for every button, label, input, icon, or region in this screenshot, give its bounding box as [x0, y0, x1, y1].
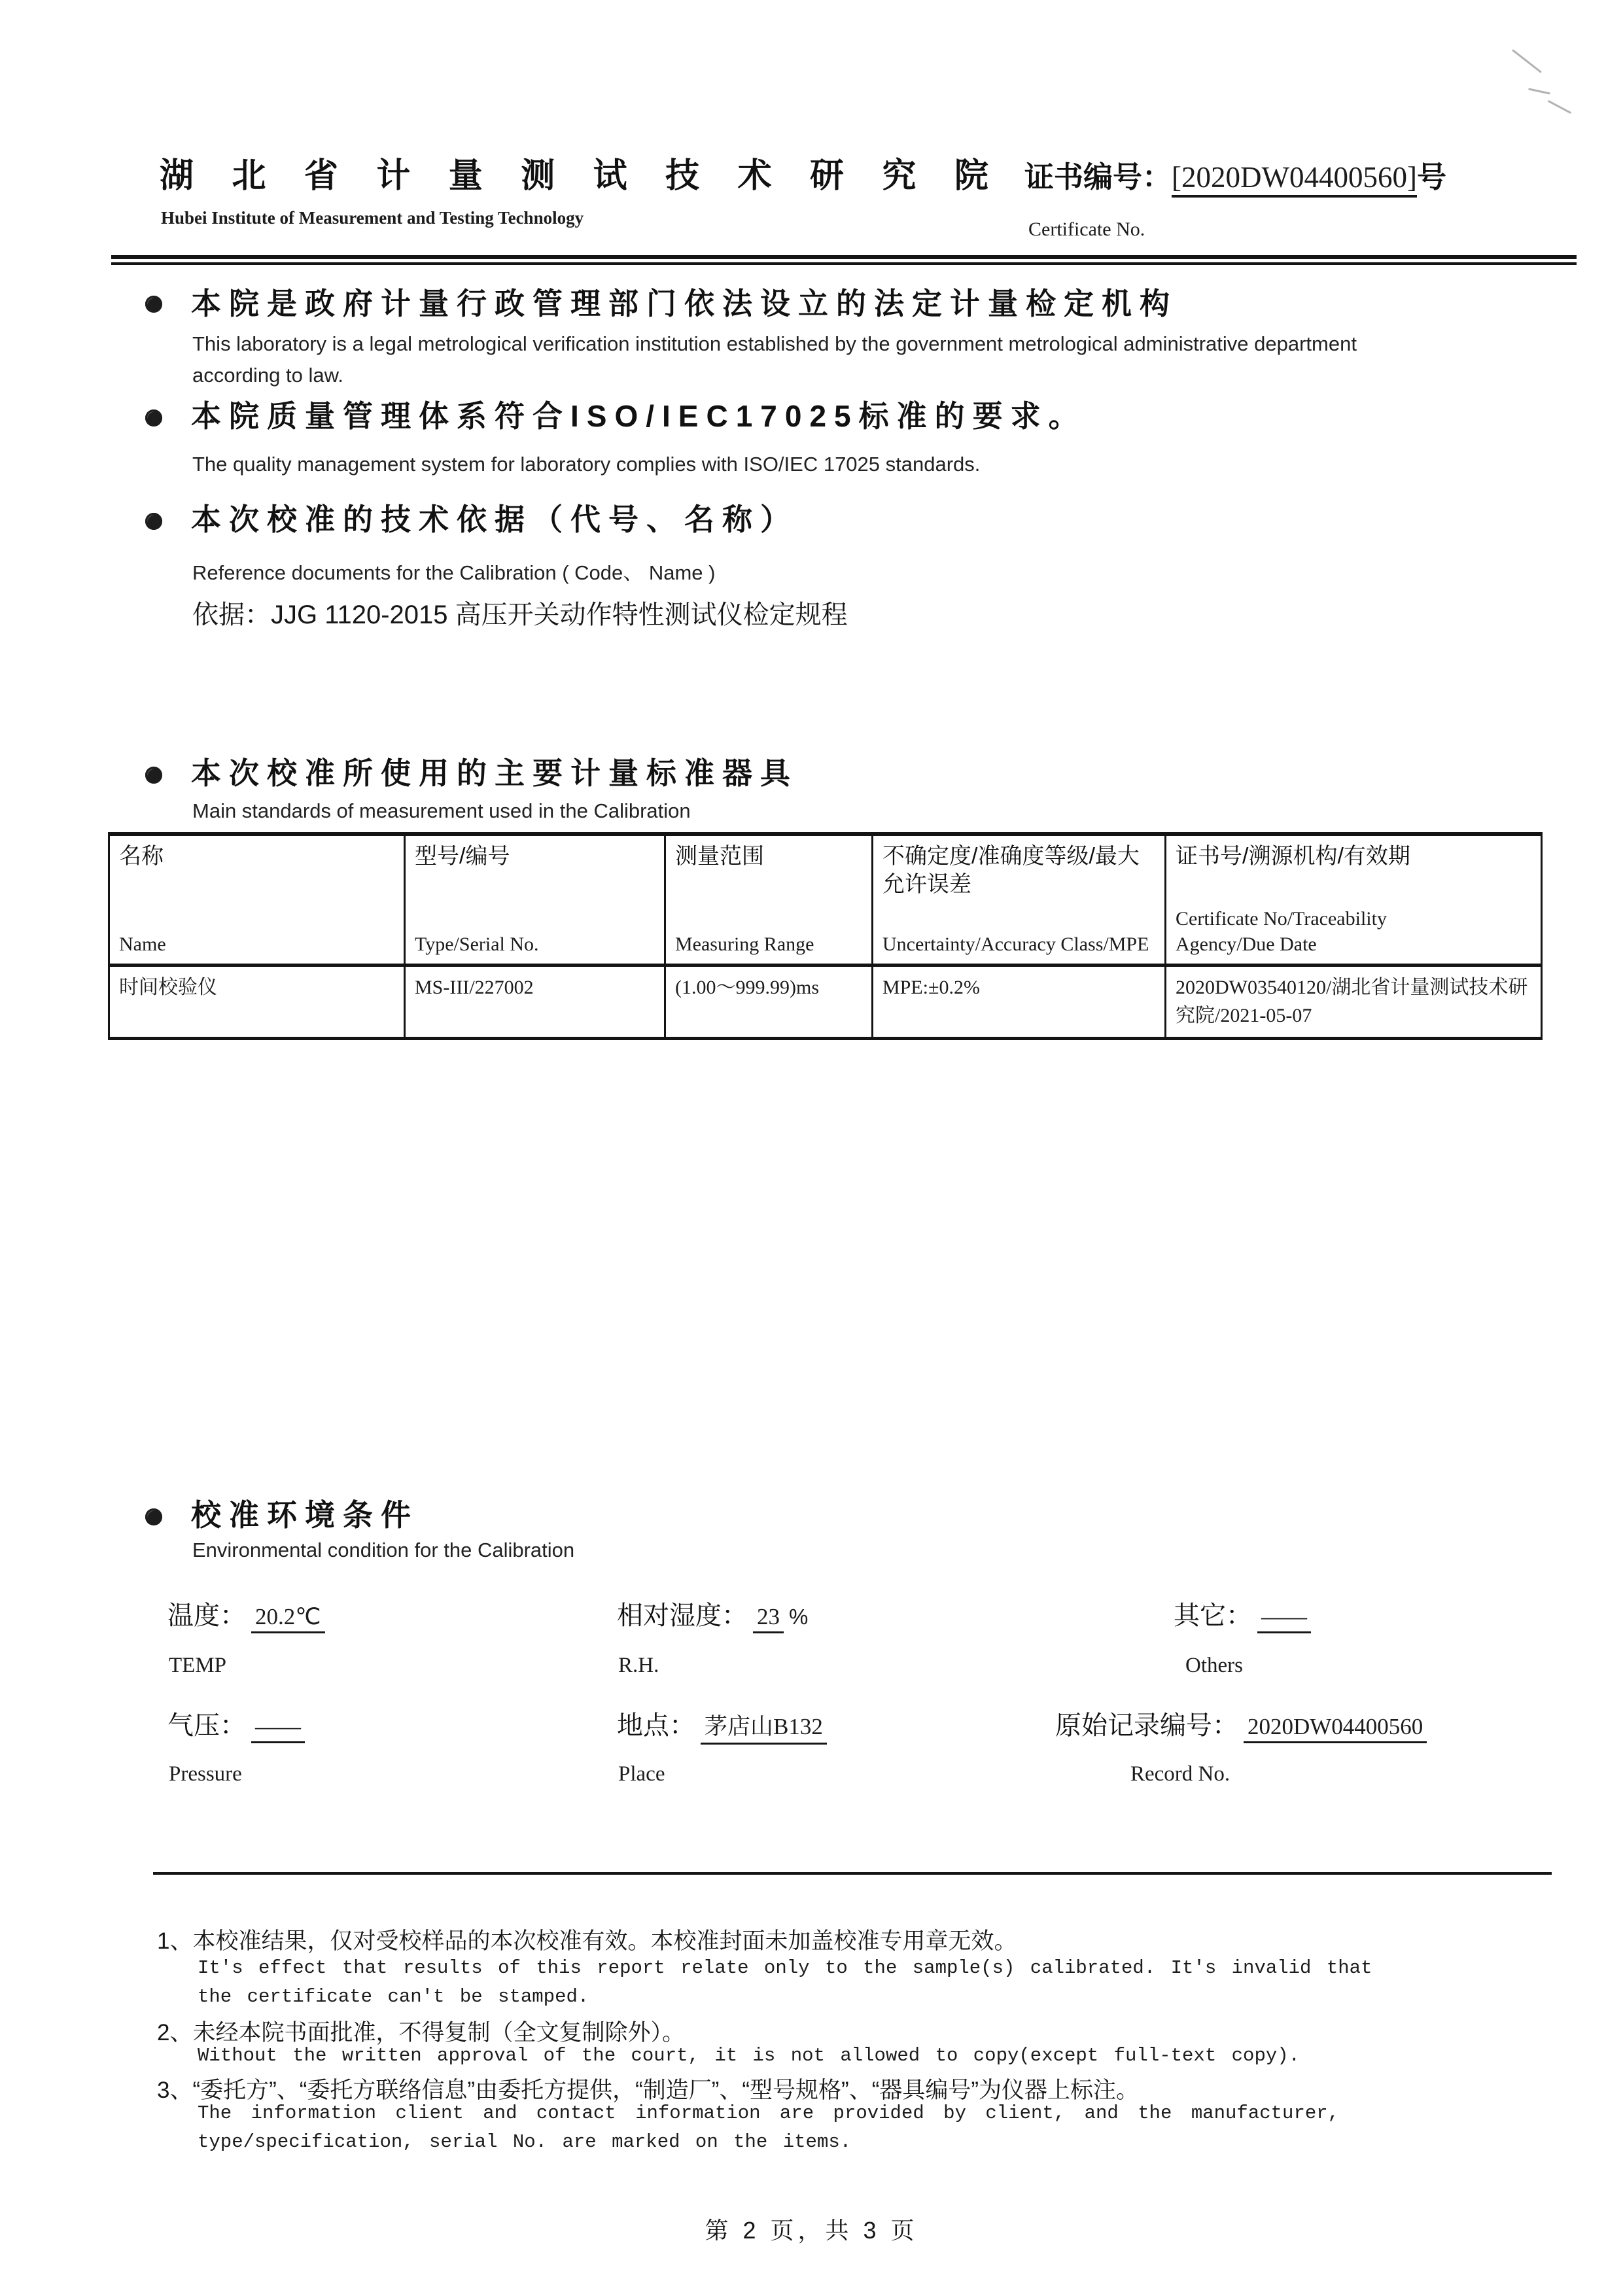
env-humidity-label: 相对湿度： — [617, 1601, 748, 1630]
table-header-type — [405, 834, 665, 965]
cell-mpe: MPE:±0.2% — [873, 965, 1166, 1038]
env-pressure — [167, 1705, 305, 1743]
env-place-value: 茅店山B132 — [701, 1709, 827, 1745]
pen-mark-icon — [1528, 88, 1550, 94]
certificate-number — [1024, 153, 1446, 196]
header-range-en: Measuring Range — [675, 933, 814, 955]
note-2-zh: 2、未经本院书面批准，不得复制（全文复制除外）。 — [157, 2020, 685, 2045]
table-header-mpe — [873, 834, 1166, 965]
env-pressure-label: 气压： — [167, 1711, 246, 1740]
pen-mark-icon — [1548, 100, 1572, 114]
section-environment-title: 校准环境条件 — [191, 1498, 419, 1532]
note-3-en-line2: type/specification, serial No. are marked on the items. — [198, 2131, 852, 2153]
header-divider — [111, 255, 1577, 265]
bullet-icon — [145, 409, 162, 426]
env-place-caption: Place — [618, 1762, 665, 1786]
env-place — [617, 1705, 827, 1745]
header-mpe-en: Uncertainty/Accuracy Class/MPE — [882, 933, 1149, 955]
section-quality-title: 本院质量管理体系符合ISO/IEC17025标准的要求。 — [191, 399, 1087, 433]
certificate-number-label: 证书编号： — [1024, 160, 1172, 194]
env-pressure-value: —— — [251, 1714, 305, 1743]
org-title: 湖 北 省 计 量 测 试 技 术 研 究 院 — [160, 157, 1003, 195]
section-legal-subtitle-line1: This laboratory is a legal metrological verification institution established by the government metrological administrative department — [192, 332, 1357, 355]
table-header-range — [665, 834, 873, 965]
header-cert-en: Certificate No/Traceability Agency/Due Date — [1176, 907, 1387, 955]
table-header-row — [109, 834, 1542, 965]
certificate-number-value: [2020DW04400560] — [1172, 161, 1417, 198]
env-humidity-caption: R.H. — [618, 1654, 659, 1677]
section-reference-title: 本次校准的技术依据（代号、名称） — [191, 502, 798, 536]
section-standards-subtitle: Main standards of measurement used in the Calibration — [192, 799, 691, 822]
header-type-zh: 型号/编号 — [415, 844, 510, 869]
certificate-number-caption: Certificate No. — [1028, 218, 1145, 240]
env-others-caption: Others — [1185, 1654, 1243, 1677]
note-1-en-line2: the certificate can't be stamped. — [198, 1986, 589, 2008]
env-temperature-value: 20.2℃ — [251, 1604, 325, 1633]
header-name-en: Name — [119, 933, 166, 955]
standards-table — [108, 832, 1543, 1040]
page-number: 第 2 页，共 3 页 — [705, 2217, 918, 2244]
env-others-label: 其它： — [1174, 1601, 1252, 1630]
env-others — [1174, 1595, 1311, 1633]
env-others-value: —— — [1257, 1604, 1311, 1633]
header-name-zh: 名称 — [119, 844, 164, 869]
cell-type-serial: MS-III/227002 — [405, 965, 665, 1038]
section-standards-title: 本次校准所使用的主要计量标准器具 — [191, 756, 798, 790]
section-reference-subtitle: Reference documents for the Calibration ( Code、 Name ) — [192, 561, 716, 584]
header-range-zh: 测量范围 — [675, 844, 764, 869]
header-cert-zh: 证书号/溯源机构/有效期 — [1176, 844, 1410, 869]
pen-mark-icon — [1512, 49, 1542, 73]
section-quality-subtitle: The quality management system for laboratory complies with ISO/IEC 17025 standards. — [192, 453, 981, 476]
env-record-no-label: 原始记录编号： — [1055, 1711, 1238, 1740]
env-record-no-value: 2020DW04400560 — [1244, 1714, 1427, 1743]
section-environment-subtitle: Environmental condition for the Calibration — [192, 1539, 575, 1561]
cell-certificate-traceability: 2020DW03540120/湖北省计量测试技术研究院/2021-05-07 — [1166, 965, 1542, 1038]
org-subtitle: Hubei Institute of Measurement and Testing Technology — [161, 208, 584, 228]
reference-basis-line: 依据：JJG 1120-2015 高压开关动作特性测试仪检定规程 — [192, 600, 848, 629]
certificate-number-suffix: 号 — [1416, 160, 1446, 194]
env-temperature — [167, 1595, 325, 1633]
header-type-en: Type/Serial No. — [415, 933, 539, 955]
cell-instrument-name: 时间校验仪 — [109, 965, 405, 1038]
env-place-label: 地点： — [617, 1711, 695, 1740]
note-1-en-line1: It's effect that results of this report relate only to the sample(s) calibrated. It's invalid that — [198, 1957, 1372, 1979]
notes-divider — [153, 1872, 1552, 1875]
note-2-en-line1: Without the written approval of the court, it is not allowed to copy(except full-text copy). — [198, 2045, 1300, 2066]
bullet-icon — [145, 767, 162, 784]
env-humidity-unit: % — [789, 1605, 809, 1629]
table-header-cert — [1166, 834, 1542, 965]
section-legal-subtitle-line2: according to law. — [192, 364, 343, 387]
section-legal-title: 本院是政府计量行政管理部门依法设立的法定计量检定机构 — [191, 287, 1178, 321]
env-record-no-caption: Record No. — [1130, 1762, 1230, 1786]
bullet-icon — [145, 1508, 162, 1525]
bullet-icon — [145, 513, 162, 530]
env-temperature-caption: TEMP — [169, 1654, 227, 1677]
env-pressure-caption: Pressure — [169, 1762, 242, 1786]
header-mpe-zh: 不确定度/准确度等级/最大允许误差 — [882, 844, 1140, 897]
note-3-en-line1: The information client and contact information are provided by client, and the manufacturer, — [198, 2102, 1340, 2124]
env-humidity-value: 23 — [753, 1604, 784, 1633]
cell-measuring-range: (1.00～999.99)ms — [665, 965, 873, 1038]
env-record-no — [1055, 1705, 1427, 1743]
env-temperature-label: 温度： — [167, 1601, 246, 1630]
table-header-name — [109, 834, 405, 965]
note-1-zh: 1、本校准结果，仅对受校样品的本次校准有效。本校准封面未加盖校准专用章无效。 — [157, 1928, 1017, 1954]
bullet-icon — [145, 296, 162, 313]
note-3-zh: 3、“委托方”、“委托方联络信息”由委托方提供，“制造厂”、“型号规格”、“器具编号”为仪器上标注。 — [157, 2078, 1140, 2103]
env-humidity — [617, 1595, 808, 1633]
table-data-row — [109, 965, 1542, 1038]
